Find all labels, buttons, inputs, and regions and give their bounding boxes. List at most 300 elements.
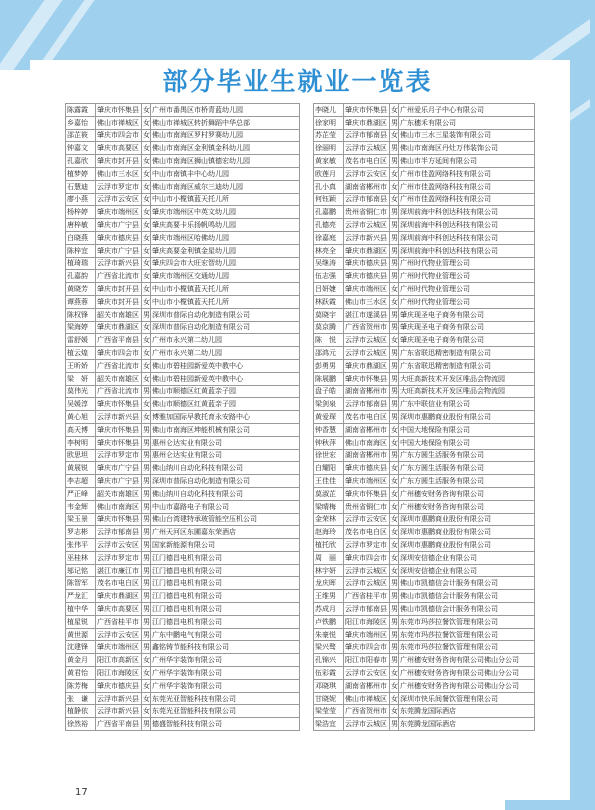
hometown-cell: 肇庆市德庆县 bbox=[96, 231, 142, 244]
gender-cell: 男 bbox=[390, 308, 399, 321]
employer-cell: 深圳前海中科创达科技有限公司 bbox=[399, 206, 535, 219]
gender-cell: 女 bbox=[390, 500, 399, 513]
employer-cell: 中国大地保险有限公司 bbox=[399, 436, 535, 449]
employer-cell: 佛山市南海区威尔三迪幼儿园 bbox=[151, 180, 300, 193]
gender-cell: 男 bbox=[142, 590, 151, 603]
gender-cell: 男 bbox=[390, 270, 399, 283]
gender-cell: 男 bbox=[390, 398, 399, 411]
table-row bbox=[66, 372, 300, 385]
table-row bbox=[314, 436, 535, 449]
employer-cell: 东莞市玛莎拉餐饮管理有限公司 bbox=[399, 641, 535, 654]
student-name-cell: 伍彩霞 bbox=[314, 667, 344, 680]
table-row bbox=[314, 705, 535, 718]
student-name-cell: 韦金辉 bbox=[66, 500, 96, 513]
employer-cell: 佛山市凯德信会计服务有限公司 bbox=[399, 603, 535, 616]
gender-cell: 女 bbox=[142, 359, 151, 372]
hometown-cell: 云浮市郁南县 bbox=[344, 129, 390, 142]
table-row bbox=[66, 270, 300, 283]
employer-cell: 大旺高新技术开发区唯品会物流园 bbox=[399, 372, 535, 385]
page-number: 17 bbox=[75, 787, 88, 798]
table-row bbox=[314, 615, 535, 628]
table-row bbox=[314, 129, 535, 142]
hometown-cell: 肇庆市德庆县 bbox=[344, 270, 390, 283]
employer-cell: 佛山市三水三星装饰有限公司 bbox=[399, 129, 535, 142]
hometown-cell: 肇庆市高要区 bbox=[96, 142, 142, 155]
student-name-cell: 植星锐 bbox=[66, 615, 96, 628]
student-name-cell: 乡嘉怡 bbox=[66, 116, 96, 129]
table-row bbox=[314, 308, 535, 321]
hometown-cell: 贵州省铜仁市 bbox=[344, 500, 390, 513]
employer-cell: 广东方圆生活服务有限公司 bbox=[399, 449, 535, 462]
gender-cell: 女 bbox=[142, 334, 151, 347]
table-row bbox=[314, 206, 535, 219]
hometown-cell: 湖南省郴州市 bbox=[344, 180, 390, 193]
hometown-cell: 云浮市云城区 bbox=[344, 219, 390, 232]
student-name-cell: 欧莲月 bbox=[314, 167, 344, 180]
employer-cell: 广州市佳盈网络科技有限公司 bbox=[399, 193, 535, 206]
gender-cell: 女 bbox=[390, 526, 399, 539]
hometown-cell: 肇庆市端州区 bbox=[96, 206, 142, 219]
hometown-cell: 肇庆市四会市 bbox=[344, 551, 390, 564]
hometown-cell: 云浮市新兴县 bbox=[96, 257, 142, 270]
employer-cell: 江门德昌电机有限公司 bbox=[151, 551, 300, 564]
table-row bbox=[66, 104, 300, 117]
gender-cell: 男 bbox=[142, 308, 151, 321]
table-row bbox=[314, 500, 535, 513]
employer-cell: 佛山市碧桂园新爱英中教中心 bbox=[151, 372, 300, 385]
gender-cell: 男 bbox=[142, 603, 151, 616]
table-row bbox=[66, 193, 300, 206]
gender-cell: 男 bbox=[142, 539, 151, 552]
employer-cell: 佛山市南海区丹灶万伟装饰公司 bbox=[399, 142, 535, 155]
student-name-cell: 王佳佳 bbox=[314, 475, 344, 488]
hometown-cell: 云浮市新兴县 bbox=[96, 692, 142, 705]
table-row bbox=[66, 654, 300, 667]
hometown-cell: 佛山市南海区 bbox=[96, 500, 142, 513]
page-title: 部分毕业生就业一览表 bbox=[162, 67, 433, 96]
gender-cell: 男 bbox=[142, 577, 151, 590]
student-name-cell: 吕妍婕 bbox=[314, 283, 344, 296]
student-name-cell: 植琦瑞 bbox=[66, 257, 96, 270]
employer-cell: 广州穗安财务咨询有限公司 bbox=[399, 500, 535, 513]
employer-cell: 广东方圆生活服务有限公司 bbox=[399, 475, 535, 488]
employer-cell: 东莞光亚智能科技有限公司 bbox=[151, 692, 300, 705]
student-name-cell: 王维男 bbox=[314, 590, 344, 603]
student-name-cell: 金荣林 bbox=[314, 513, 344, 526]
student-name-cell: 莫淑芷 bbox=[314, 487, 344, 500]
student-name-cell: 植云煌 bbox=[66, 347, 96, 360]
employer-cell: 惠州仑达实业有限公司 bbox=[151, 449, 300, 462]
gender-cell: 男 bbox=[142, 487, 151, 500]
table-row bbox=[66, 539, 300, 552]
employer-cell: 佛山纳川自动化科技有限公司 bbox=[151, 487, 300, 500]
student-name-cell: 徐丽明 bbox=[314, 142, 344, 155]
table-row bbox=[66, 244, 300, 257]
gender-cell: 男 bbox=[390, 603, 399, 616]
gender-cell: 男 bbox=[390, 244, 399, 257]
hometown-cell: 云浮市新兴县 bbox=[344, 231, 390, 244]
hometown-cell: 肇庆市怀集县 bbox=[96, 398, 142, 411]
gender-cell: 男 bbox=[142, 718, 151, 731]
employer-cell: 佛山市南海区坤能机械有限公司 bbox=[151, 423, 300, 436]
student-name-cell: 孔锦兴 bbox=[314, 654, 344, 667]
employer-cell: 佛山市南海区狮山镇德宏幼儿园 bbox=[151, 155, 300, 168]
table-row bbox=[314, 155, 535, 168]
hometown-cell: 茂名市电白区 bbox=[344, 155, 390, 168]
employer-cell: 深圳市普际自动化制造有限公司 bbox=[151, 321, 300, 334]
gender-cell: 女 bbox=[142, 347, 151, 360]
table-row bbox=[314, 180, 535, 193]
hometown-cell: 肇庆市鼎湖区 bbox=[344, 116, 390, 129]
student-name-cell: 徐然裕 bbox=[66, 718, 96, 731]
student-name-cell: 陈梓宜 bbox=[66, 244, 96, 257]
student-name-cell: 李志超 bbox=[66, 475, 96, 488]
employer-cell: 江门德昌电机有限公司 bbox=[151, 564, 300, 577]
gender-cell: 女 bbox=[390, 667, 399, 680]
gender-cell: 女 bbox=[142, 104, 151, 117]
student-name-cell: 盘子皓 bbox=[314, 385, 344, 398]
student-name-cell: 植托欣 bbox=[314, 539, 344, 552]
gender-cell: 女 bbox=[390, 423, 399, 436]
table-row bbox=[314, 219, 535, 232]
table-row bbox=[66, 359, 300, 372]
student-name-cell: 吴媛淳 bbox=[66, 398, 96, 411]
gender-cell: 女 bbox=[142, 129, 151, 142]
hometown-cell: 云浮市罗定市 bbox=[344, 539, 390, 552]
employer-cell: 广州穗安财务咨询有限公司 bbox=[399, 487, 535, 500]
table-row bbox=[314, 641, 535, 654]
student-name-cell: 严龙汇 bbox=[66, 590, 96, 603]
employer-cell: 中山市嘉路电子有限公司 bbox=[151, 500, 300, 513]
student-name-cell: 徐世宏 bbox=[314, 449, 344, 462]
gender-cell: 女 bbox=[142, 180, 151, 193]
hometown-cell: 广西省桂平市 bbox=[96, 615, 142, 628]
gender-cell: 女 bbox=[390, 193, 399, 206]
student-name-cell: 黄金月 bbox=[66, 654, 96, 667]
employer-cell: 肇庆现圣电子商务有限公司 bbox=[399, 334, 535, 347]
student-name-cell: 邓晓琪 bbox=[314, 679, 344, 692]
gender-cell: 男 bbox=[390, 206, 399, 219]
hometown-cell: 阳江市海陵区 bbox=[96, 667, 142, 680]
gender-cell: 女 bbox=[142, 244, 151, 257]
gender-cell: 女 bbox=[142, 231, 151, 244]
table-row bbox=[314, 270, 535, 283]
employer-cell: 江门德昌电机有限公司 bbox=[151, 590, 300, 603]
employer-cell: 深圳市普际自动化制造有限公司 bbox=[151, 308, 300, 321]
table-row bbox=[314, 667, 535, 680]
hometown-cell: 广西省平南县 bbox=[96, 334, 142, 347]
hometown-cell: 佛山市禅城区 bbox=[344, 692, 390, 705]
table-row bbox=[314, 526, 535, 539]
hometown-cell: 云浮市云城区 bbox=[344, 142, 390, 155]
table-row bbox=[66, 667, 300, 680]
employer-cell: 佛山市南海区金利镇金科幼儿园 bbox=[151, 142, 300, 155]
employer-cell: 佛山台湾建特承玻管能空压机公司 bbox=[151, 513, 300, 526]
student-name-cell: 王昕娇 bbox=[66, 359, 96, 372]
hometown-cell: 肇庆市怀集县 bbox=[344, 104, 390, 117]
employer-cell: 中国大地保险有限公司 bbox=[399, 423, 535, 436]
student-name-cell: 张伟平 bbox=[66, 539, 96, 552]
employer-cell: 国家新能源有限公司 bbox=[151, 539, 300, 552]
student-name-cell: 朱豪悦 bbox=[314, 628, 344, 641]
student-name-cell: 黄心旭 bbox=[66, 411, 96, 424]
hometown-cell: 肇庆市鼎湖区 bbox=[344, 244, 390, 257]
student-name-cell: 罗志彬 bbox=[66, 526, 96, 539]
student-name-cell: 高天博 bbox=[66, 423, 96, 436]
table-row bbox=[314, 193, 535, 206]
employer-cell: 佛山市凯德信会计服务有限公司 bbox=[399, 577, 535, 590]
table-row bbox=[66, 116, 300, 129]
student-name-cell: 李树明 bbox=[66, 436, 96, 449]
hometown-cell: 韶关市南雄区 bbox=[96, 372, 142, 385]
gender-cell: 女 bbox=[142, 270, 151, 283]
table-row bbox=[66, 679, 300, 692]
gender-cell: 女 bbox=[390, 436, 399, 449]
student-name-cell: 孔嘉韵 bbox=[66, 270, 96, 283]
table-row bbox=[314, 475, 535, 488]
student-name-cell: 孔德亮 bbox=[314, 219, 344, 232]
gender-cell: 女 bbox=[142, 257, 151, 270]
hometown-cell: 肇庆市高要区 bbox=[96, 603, 142, 616]
student-name-cell: 莫京腾 bbox=[314, 321, 344, 334]
gender-cell: 女 bbox=[142, 206, 151, 219]
table-row bbox=[66, 283, 300, 296]
student-name-cell: 谭燕蓉 bbox=[66, 295, 96, 308]
employer-cell: 广州市永兴第二幼儿园 bbox=[151, 334, 300, 347]
employer-cell: 肇庆现圣电子商务有限公司 bbox=[399, 308, 535, 321]
employer-cell: 东莞光亚智能科技有限公司 bbox=[151, 705, 300, 718]
hometown-cell: 肇庆市怀集县 bbox=[96, 423, 142, 436]
gender-cell: 男 bbox=[142, 615, 151, 628]
gender-cell: 男 bbox=[390, 654, 399, 667]
hometown-cell: 肇庆市怀集县 bbox=[344, 372, 390, 385]
table-row bbox=[66, 231, 300, 244]
gender-cell: 男 bbox=[390, 615, 399, 628]
hometown-cell: 湛江市遂溪县 bbox=[344, 308, 390, 321]
student-name-cell: 欧思坦 bbox=[66, 449, 96, 462]
student-name-cell: 巫桂林 bbox=[66, 551, 96, 564]
table-row bbox=[66, 167, 300, 180]
student-name-cell: 植静依 bbox=[66, 705, 96, 718]
student-name-cell: 梁海婷 bbox=[66, 321, 96, 334]
gender-cell: 女 bbox=[390, 705, 399, 718]
table-row bbox=[314, 577, 535, 590]
table-row bbox=[66, 526, 300, 539]
employer-cell: 广东穗禾有限公司 bbox=[399, 116, 535, 129]
employer-cell: 中山市小榄镇蓝天托儿所 bbox=[151, 193, 300, 206]
table-row bbox=[66, 641, 300, 654]
gender-cell: 男 bbox=[142, 641, 151, 654]
employer-cell: 肇庆市端州区交通幼儿园 bbox=[151, 270, 300, 283]
table-row bbox=[66, 411, 300, 424]
table-row bbox=[314, 539, 535, 552]
table-body-left bbox=[66, 104, 300, 731]
gender-cell: 男 bbox=[390, 385, 399, 398]
hometown-cell: 广西省桂平市 bbox=[344, 590, 390, 603]
employer-cell: 深圳市惠鹏商业股份有限公司 bbox=[399, 526, 535, 539]
employment-table-left bbox=[65, 103, 300, 731]
employer-cell: 大旺高新技术开发区唯品会物流园 bbox=[399, 385, 535, 398]
gender-cell: 女 bbox=[390, 692, 399, 705]
gender-cell: 女 bbox=[142, 142, 151, 155]
gender-cell: 男 bbox=[142, 500, 151, 513]
gender-cell: 男 bbox=[390, 219, 399, 232]
table-row bbox=[66, 129, 300, 142]
gender-cell: 女 bbox=[390, 180, 399, 193]
hometown-cell: 湖南省郴州市 bbox=[344, 385, 390, 398]
hometown-cell: 肇庆市四会市 bbox=[344, 641, 390, 654]
employer-cell: 广州市永兴第二幼儿园 bbox=[151, 347, 300, 360]
table-row bbox=[66, 462, 300, 475]
table-row bbox=[314, 513, 535, 526]
table-row bbox=[66, 564, 300, 577]
gender-cell: 男 bbox=[390, 321, 399, 334]
gender-cell: 男 bbox=[390, 372, 399, 385]
hometown-cell: 佛山市三水区 bbox=[96, 167, 142, 180]
table-row bbox=[314, 462, 535, 475]
hometown-cell: 云浮市云安区 bbox=[96, 539, 142, 552]
table-row bbox=[66, 590, 300, 603]
employer-cell: 广州穗安财务咨询有限公司佛山分公司 bbox=[399, 654, 535, 667]
employer-cell: 广州爱乐月子中心有限公司 bbox=[399, 104, 535, 117]
gender-cell: 女 bbox=[142, 283, 151, 296]
employer-cell: 广州华宇装饰有限公司 bbox=[151, 679, 300, 692]
table-row bbox=[66, 487, 300, 500]
employer-cell: 广州时代物业管理公司 bbox=[399, 295, 535, 308]
table-row bbox=[66, 577, 300, 590]
student-name-cell: 严正峰 bbox=[66, 487, 96, 500]
student-name-cell: 陈权锋 bbox=[66, 308, 96, 321]
gender-cell: 女 bbox=[142, 167, 151, 180]
student-name-cell: 雷舒媛 bbox=[66, 334, 96, 347]
student-name-cell: 杨梓婷 bbox=[66, 206, 96, 219]
hometown-cell: 肇庆市端州区 bbox=[344, 283, 390, 296]
student-name-cell: 黄爱琛 bbox=[314, 411, 344, 424]
hometown-cell: 云浮市云城区 bbox=[344, 577, 390, 590]
gender-cell: 男 bbox=[142, 475, 151, 488]
hometown-cell: 广西省北流市 bbox=[96, 385, 142, 398]
employer-cell: 东莞腾龙国际酒店 bbox=[399, 718, 535, 731]
student-name-cell: 梁晴梅 bbox=[314, 500, 344, 513]
employer-cell: 广州华宇装饰有限公司 bbox=[151, 667, 300, 680]
hometown-cell: 云浮市罗定市 bbox=[96, 180, 142, 193]
employer-cell: 广东中鹏电气有限公司 bbox=[151, 628, 300, 641]
table-row bbox=[314, 551, 535, 564]
employer-cell: 广州市番禺区市桥青蓝幼儿园 bbox=[151, 104, 300, 117]
table-row bbox=[314, 372, 535, 385]
employer-cell: 广州穗安财务咨询有限公司佛山分公司 bbox=[399, 679, 535, 692]
table-row bbox=[314, 231, 535, 244]
hometown-cell: 云浮市云安区 bbox=[96, 193, 142, 206]
employer-cell: 博雅加国际早教托育永安路中心 bbox=[151, 411, 300, 424]
employer-cell: 惠州仑达实业有限公司 bbox=[151, 436, 300, 449]
student-name-cell: 张 谦 bbox=[66, 692, 96, 705]
employer-cell: 广州时代物业管理公司 bbox=[399, 257, 535, 270]
student-name-cell: 邬记铭 bbox=[66, 564, 96, 577]
hometown-cell: 湖南省郴州市 bbox=[344, 423, 390, 436]
gender-cell: 女 bbox=[390, 462, 399, 475]
table-row bbox=[314, 411, 535, 424]
student-name-cell: 林亮全 bbox=[314, 244, 344, 257]
employer-cell: 佛山市碧桂园新爱英中教中心 bbox=[151, 359, 300, 372]
gender-cell: 男 bbox=[142, 551, 151, 564]
student-name-cell: 梁剑泉 bbox=[314, 398, 344, 411]
gender-cell: 女 bbox=[142, 705, 151, 718]
gender-cell: 女 bbox=[390, 104, 399, 117]
hometown-cell: 云浮市郁南县 bbox=[96, 526, 142, 539]
student-name-cell: 陈芳梅 bbox=[66, 679, 96, 692]
hometown-cell: 云浮市新兴县 bbox=[96, 705, 142, 718]
student-name-cell: 唐梓敏 bbox=[66, 219, 96, 232]
table-row bbox=[314, 718, 535, 731]
student-name-cell: 孔嘉欣 bbox=[66, 155, 96, 168]
student-name-cell: 钟香慧 bbox=[314, 423, 344, 436]
student-name-cell: 林宇妍 bbox=[314, 564, 344, 577]
hometown-cell: 云浮市郁南县 bbox=[344, 398, 390, 411]
hometown-cell: 肇庆市端州区 bbox=[344, 475, 390, 488]
hometown-cell: 广西省贺州市 bbox=[344, 705, 390, 718]
hometown-cell: 广西省贺州市 bbox=[344, 321, 390, 334]
table-row bbox=[314, 603, 535, 616]
hometown-cell: 佛山市南海区 bbox=[344, 436, 390, 449]
gender-cell: 女 bbox=[142, 398, 151, 411]
hometown-cell: 肇庆市四会市 bbox=[96, 129, 142, 142]
employer-cell: 深圳市惠鹏商业股份有限公司 bbox=[399, 411, 535, 424]
gender-cell: 男 bbox=[142, 436, 151, 449]
employer-cell: 广州天河区东圃嘉东荣酒店 bbox=[151, 526, 300, 539]
gender-cell: 男 bbox=[390, 359, 399, 372]
gender-cell: 男 bbox=[390, 641, 399, 654]
gender-cell: 男 bbox=[390, 155, 399, 168]
hometown-cell: 湖南省郴州市 bbox=[344, 449, 390, 462]
table-row bbox=[314, 283, 535, 296]
table-row bbox=[66, 321, 300, 334]
gender-cell: 男 bbox=[390, 116, 399, 129]
hometown-cell: 肇庆市端州区 bbox=[96, 641, 142, 654]
table-row bbox=[66, 295, 300, 308]
gender-cell: 女 bbox=[390, 539, 399, 552]
table-row bbox=[66, 385, 300, 398]
gender-cell: 男 bbox=[390, 718, 399, 731]
employer-cell: 广州市佳盈网络科技有限公司 bbox=[399, 180, 535, 193]
employer-cell: 深圳市惠鹏商业股份有限公司 bbox=[399, 539, 535, 552]
table-row bbox=[314, 347, 535, 360]
table-row bbox=[66, 423, 300, 436]
hometown-cell: 云浮市云城区 bbox=[344, 334, 390, 347]
student-name-cell: 黄晓芳 bbox=[66, 283, 96, 296]
student-name-cell: 梁莹莹 bbox=[314, 705, 344, 718]
gender-cell: 女 bbox=[390, 283, 399, 296]
table-row bbox=[66, 180, 300, 193]
hometown-cell: 茂名市电白区 bbox=[96, 577, 142, 590]
student-name-cell: 卢铁鹏 bbox=[314, 615, 344, 628]
gender-cell: 女 bbox=[142, 372, 151, 385]
table-body-right bbox=[314, 104, 535, 731]
student-name-cell: 白晓燕 bbox=[66, 231, 96, 244]
employer-cell: 深圳前海中科创达科技有限公司 bbox=[399, 219, 535, 232]
employer-cell: 肇庆市端州区哈佛幼儿园 bbox=[151, 231, 300, 244]
table-row bbox=[66, 718, 300, 731]
hometown-cell: 云浮市郁南县 bbox=[344, 603, 390, 616]
employer-cell: 鑫铭铸节能科技有限公司 bbox=[151, 641, 300, 654]
gender-cell: 男 bbox=[390, 257, 399, 270]
hometown-cell: 肇庆市怀集县 bbox=[96, 513, 142, 526]
table-row bbox=[314, 564, 535, 577]
student-name-cell: 陈展鹏 bbox=[314, 372, 344, 385]
employment-tables bbox=[65, 103, 535, 778]
hometown-cell: 佛山市禅城区 bbox=[96, 116, 142, 129]
table-row bbox=[66, 219, 300, 232]
